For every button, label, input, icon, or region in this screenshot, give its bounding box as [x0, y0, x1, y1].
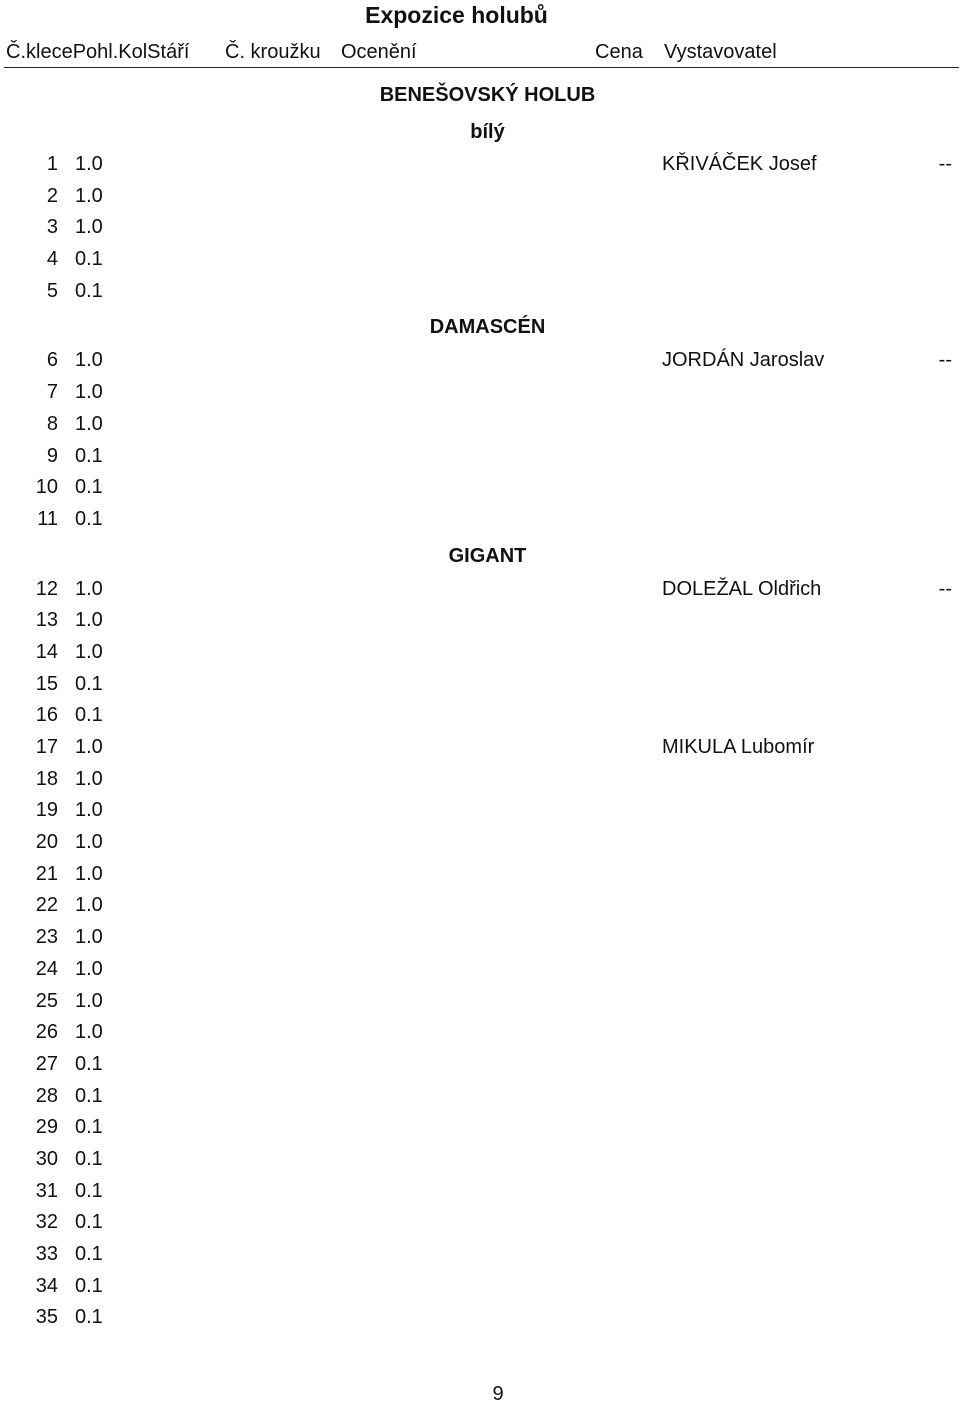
sex-code: 0.1: [75, 1211, 103, 1234]
cage-number: 33: [35, 1243, 58, 1265]
header-vystavovatel: Vystavovatel: [664, 41, 777, 63]
cage-number: 3: [46, 216, 58, 239]
sex-code: 0.1: [75, 248, 103, 271]
cage-number: 12: [35, 577, 58, 600]
cage-number: 11: [37, 507, 58, 530]
table-row: [0, 638, 960, 670]
table-row: [0, 1303, 960, 1335]
sex-code: 1.0: [75, 349, 103, 372]
page-number: 9: [492, 1383, 504, 1405]
sex-code: 0.1: [75, 1274, 103, 1297]
table-row: [0, 1145, 960, 1177]
cage-number: 19: [35, 799, 58, 822]
cage-number: 6: [46, 349, 58, 372]
cage-number: 10: [35, 476, 58, 499]
cage-number: 13: [35, 609, 58, 632]
sex-code: 1.0: [75, 609, 103, 632]
sex-code: 0.1: [75, 1116, 103, 1139]
breed-name: BENEŠOVSKÝ HOLUB: [379, 84, 596, 106]
sex-code: 1.0: [75, 926, 103, 949]
dash-mark: --: [938, 577, 952, 600]
header-klec-pohl-kol-stari: Č.klecePohl.KolStáří: [6, 41, 190, 63]
dash-mark: --: [938, 153, 952, 175]
sex-code: 1.0: [75, 894, 103, 917]
table-row: [0, 987, 960, 1019]
table-row: [0, 1272, 960, 1304]
table-row: [0, 923, 960, 955]
sex-code: 1.0: [75, 1021, 103, 1044]
cage-number: 17: [35, 736, 58, 758]
sex-code: 0.1: [75, 1243, 103, 1265]
table-row: [0, 670, 960, 702]
sex-code: 1.0: [75, 640, 103, 663]
table-row: [0, 1177, 960, 1209]
table-row: [0, 346, 960, 378]
sex-code: 1.0: [75, 184, 103, 207]
sex-code: 0.1: [75, 1179, 103, 1202]
cage-number: 18: [35, 767, 58, 790]
cage-number: 29: [35, 1116, 58, 1139]
exhibit-list: [0, 76, 960, 1335]
sex-code: 0.1: [75, 279, 103, 302]
exhibitor-name: JORDÁN Jaroslav: [662, 349, 825, 372]
cage-number: 1: [46, 153, 58, 175]
sex-code: 0.1: [75, 704, 103, 727]
table-row: [0, 1113, 960, 1145]
table-row: [0, 860, 960, 892]
cage-number: 21: [35, 862, 58, 885]
breed-name: DAMASCÉN: [429, 316, 546, 339]
sex-code: 0.1: [75, 1052, 103, 1075]
sex-code: 1.0: [75, 577, 103, 600]
table-row: [0, 1208, 960, 1240]
sex-code: 1.0: [75, 412, 103, 435]
table-row: [0, 150, 960, 182]
exhibitor-name: KŘIVÁČEK Josef: [662, 153, 817, 175]
table-row: [0, 1082, 960, 1114]
table-row: [0, 473, 960, 505]
exhibitor-name: DOLEŽAL Oldřich: [662, 577, 822, 600]
sex-code: 1.0: [75, 216, 103, 239]
table-row: [0, 442, 960, 474]
dash-mark: --: [938, 349, 952, 372]
cage-number: 31: [35, 1179, 58, 1202]
cage-number: 23: [35, 926, 58, 949]
table-row: [0, 733, 960, 765]
sex-code: 1.0: [75, 153, 103, 175]
cage-number: 27: [35, 1052, 58, 1075]
cage-number: 28: [35, 1084, 58, 1107]
table-header: [0, 38, 960, 68]
table-row: [0, 182, 960, 214]
sex-code: 0.1: [75, 476, 103, 499]
cage-number: 16: [35, 704, 58, 727]
table-row: [0, 410, 960, 442]
sex-code: 1.0: [75, 381, 103, 404]
cage-number: 32: [35, 1211, 58, 1234]
sex-code: 0.1: [75, 507, 103, 530]
cage-number: 20: [35, 831, 58, 854]
sex-code: 1.0: [75, 831, 103, 854]
sex-code: 0.1: [75, 1306, 103, 1329]
table-row: [0, 701, 960, 733]
cage-number: 8: [46, 412, 58, 435]
color-name: bílý: [470, 121, 505, 143]
cage-number: 7: [46, 381, 58, 404]
table-row: [0, 277, 960, 309]
table-row: [0, 796, 960, 828]
table-row: [0, 955, 960, 987]
cage-number: 5: [46, 279, 58, 302]
cage-number: 14: [35, 640, 58, 663]
cage-number: 26: [35, 1021, 58, 1044]
sex-code: 0.1: [75, 1147, 103, 1170]
cage-number: 25: [35, 989, 58, 1012]
cage-number: 34: [35, 1274, 58, 1297]
table-row: [0, 1240, 960, 1272]
cage-number: 35: [35, 1306, 58, 1329]
table-row: [0, 606, 960, 638]
cage-number: 24: [35, 957, 58, 980]
header-krouzek: Č. kroužku: [225, 41, 321, 63]
breed-heading: [0, 308, 960, 346]
sex-code: 1.0: [75, 799, 103, 822]
sex-code: 0.1: [75, 444, 103, 467]
sex-code: 1.0: [75, 767, 103, 790]
breed-name: GIGANT: [448, 544, 527, 567]
sex-code: 1.0: [75, 957, 103, 980]
header-oceneni: Ocenění: [341, 41, 417, 63]
cage-number: 2: [46, 184, 58, 207]
table-row: [0, 575, 960, 607]
sex-code: 0.1: [75, 1084, 103, 1107]
breed-heading: [0, 76, 960, 114]
color-heading: [0, 114, 960, 150]
table-row: [0, 505, 960, 537]
sex-code: 1.0: [75, 989, 103, 1012]
cage-number: 9: [46, 444, 58, 467]
table-row: [0, 1050, 960, 1082]
sex-code: 0.1: [75, 672, 103, 695]
table-row: [0, 1018, 960, 1050]
header-cena: Cena: [595, 41, 643, 63]
cage-number: 30: [35, 1147, 58, 1170]
cage-number: 4: [46, 248, 58, 271]
table-row: [0, 213, 960, 245]
sex-code: 1.0: [75, 736, 103, 758]
breed-heading: [0, 537, 960, 575]
cage-number: 15: [35, 672, 58, 695]
sex-code: 1.0: [75, 862, 103, 885]
table-row: [0, 891, 960, 923]
cage-number: 22: [35, 894, 58, 917]
exhibitor-name: MIKULA Lubomír: [662, 736, 815, 758]
page-title: Expozice holubů: [365, 2, 548, 28]
table-row: [0, 828, 960, 860]
table-row: [0, 765, 960, 797]
header-divider: [4, 67, 959, 68]
table-row: [0, 245, 960, 277]
table-row: [0, 378, 960, 410]
